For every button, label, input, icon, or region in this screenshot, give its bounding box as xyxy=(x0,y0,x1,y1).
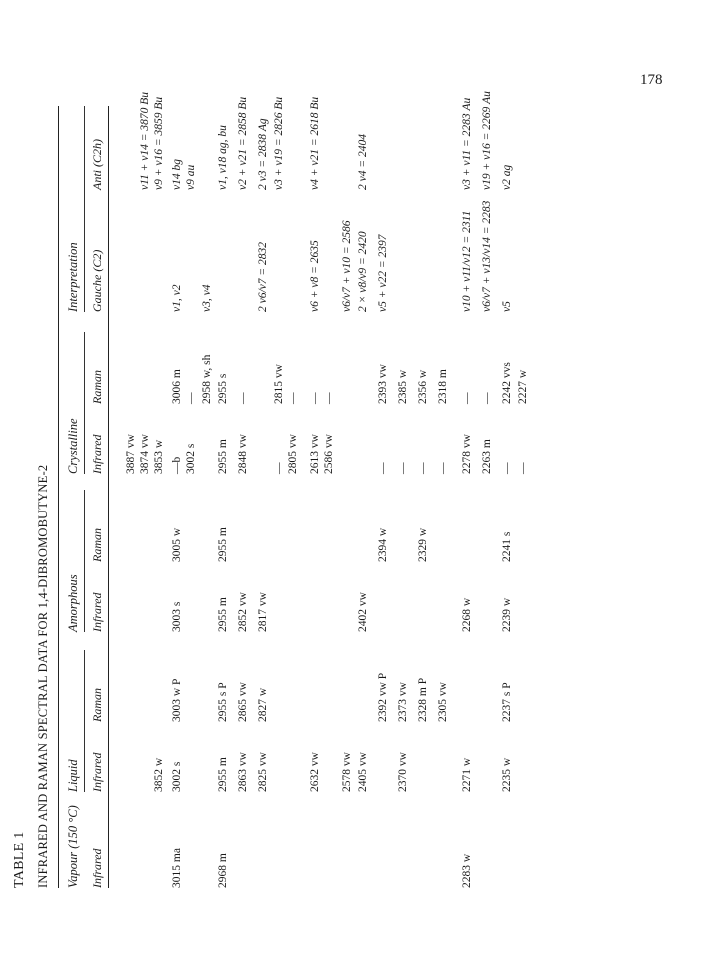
cell-liquid-raman: 2328 m P xyxy=(417,677,429,722)
cell-crystalline-raman: — xyxy=(237,392,249,404)
cell-amorphous-infrared: 2268 w xyxy=(461,597,473,632)
header-liquid-infrared: Infrared xyxy=(90,752,104,792)
cell-crystalline-raman: — xyxy=(461,392,473,404)
table-title: INFRARED AND RAMAN SPECTRAL DATA FOR 1,4-DIBROMOBUTYNE-2 xyxy=(36,464,50,888)
cell-crystalline-raman: 2955 s xyxy=(217,373,229,404)
cell-amorphous-raman: 2955 m xyxy=(217,527,229,562)
cell-gauche: 2 × ν8/ν9 = 2420 xyxy=(357,231,369,312)
cell-anti: ν3 + ν11 = 2283 Au xyxy=(461,97,473,190)
cell-anti: ν2 + ν21 = 2858 Bu xyxy=(237,96,249,190)
rule-header xyxy=(108,106,109,888)
cell-crystalline-raman: 2356 w xyxy=(417,369,429,404)
cell-crystalline-raman: — xyxy=(323,392,335,404)
cell-crystalline-raman: 2815 vw xyxy=(273,364,285,404)
cell-crystalline-infrared: — xyxy=(501,462,513,474)
cell-liquid-infrared: 2370 vw xyxy=(397,752,409,792)
cell-liquid-raman: 2305 vw xyxy=(437,682,449,722)
header-amorphous: Amorphous xyxy=(66,574,80,632)
cell-gauche: ν6 + ν8 = 2635 xyxy=(309,240,321,312)
cell-vapour-infrared: 3015 ma xyxy=(171,848,183,888)
header-vapour: Vapour (150 °C) xyxy=(66,805,80,888)
cell-liquid-raman: 2827 w xyxy=(257,687,269,722)
cell-liquid-infrared: 2825 vw xyxy=(257,752,269,792)
cell-crystalline-raman: 2393 vw xyxy=(377,364,389,404)
cell-crystalline-raman: — xyxy=(185,392,197,404)
cell-crystalline-infrared: —b xyxy=(171,456,183,474)
cell-gauche: 2 ν6/ν7 = 2832 xyxy=(257,241,269,312)
cell-crystalline-infrared: — xyxy=(417,462,429,474)
cell-liquid-raman: 2865 vw xyxy=(237,682,249,722)
cell-gauche: ν3, ν4 xyxy=(201,284,213,312)
cell-anti: 2 ν3 = 2838 Ag xyxy=(257,118,269,190)
cell-vapour-infrared: 2968 m xyxy=(217,853,229,888)
cell-anti: ν3 + ν19 = 2826 Bu xyxy=(273,96,285,190)
cell-amorphous-infrared: 2852 vw xyxy=(237,592,249,632)
cell-crystalline-infrared: 2613 vw xyxy=(309,434,321,474)
cell-amorphous-infrared: 3003 s xyxy=(171,601,183,632)
cell-amorphous-infrared: 2402 vw xyxy=(357,592,369,632)
cell-amorphous-infrared: 2817 vw xyxy=(257,592,269,632)
cell-liquid-infrared: 2955 m xyxy=(217,757,229,792)
cell-amorphous-raman: 2329 w xyxy=(417,527,429,562)
cell-liquid-infrared: 2405 vw xyxy=(357,752,369,792)
cell-crystalline-raman: 2242 vvs xyxy=(501,362,513,404)
page-number: 178 xyxy=(640,72,663,88)
cell-crystalline-infrared: 2848 vw xyxy=(237,434,249,474)
header-crystalline-infrared: Infrared xyxy=(90,434,104,474)
cell-gauche: ν1, ν2 xyxy=(171,284,183,312)
header-crystalline: Crystalline xyxy=(66,418,80,474)
cell-gauche: ν5 xyxy=(501,301,513,312)
cell-liquid-raman: 2373 vw xyxy=(397,682,409,722)
underline-crystalline xyxy=(84,332,85,474)
header-liquid-raman: Raman xyxy=(90,688,104,722)
cell-anti: ν9 au xyxy=(185,164,197,190)
cell-crystalline-raman: 2318 m xyxy=(437,369,449,404)
cell-anti: ν19 + ν16 = 2269 Au xyxy=(481,91,493,190)
cell-vapour-infrared: 2283 w xyxy=(461,853,473,888)
cell-liquid-infrared: 2235 w xyxy=(501,757,513,792)
cell-crystalline-infrared: — xyxy=(273,462,285,474)
cell-crystalline-raman: 2385 w xyxy=(397,369,409,404)
cell-crystalline-raman: — xyxy=(481,392,493,404)
cell-crystalline-raman: 3006 m xyxy=(171,369,183,404)
cell-gauche: ν5 + ν22 = 2397 xyxy=(377,234,389,312)
cell-amorphous-raman: 2241 s xyxy=(501,531,513,562)
cell-liquid-infrared: 2863 vw xyxy=(237,752,249,792)
cell-crystalline-infrared: 3002 s xyxy=(185,443,197,474)
cell-crystalline-infrared: 2278 vw xyxy=(461,434,473,474)
header-gauche: Gauche (C2) xyxy=(90,249,104,312)
header-anti: Anti (C2h) xyxy=(90,139,104,190)
cell-liquid-infrared: 2578 vw xyxy=(341,752,353,792)
cell-liquid-raman: 2955 s P xyxy=(217,682,229,722)
header-vapour-infrared: Infrared xyxy=(90,848,104,888)
cell-crystalline-infrared: 3853 w xyxy=(153,439,165,474)
cell-liquid-raman: 2392 vw P xyxy=(377,672,389,722)
cell-amorphous-infrared: 2239 w xyxy=(501,597,513,632)
table-label: TABLE 1 xyxy=(12,831,27,888)
cell-crystalline-raman: 2227 w xyxy=(517,369,529,404)
cell-crystalline-infrared: 2263 m xyxy=(481,439,493,474)
cell-liquid-infrared: 2271 w xyxy=(461,757,473,792)
cell-anti: ν2 ag xyxy=(501,164,513,190)
header-crystalline-raman: Raman xyxy=(90,370,104,404)
underline-amorphous xyxy=(84,490,85,632)
header-liquid: Liquid xyxy=(66,759,80,792)
cell-crystalline-raman: — xyxy=(287,392,299,404)
cell-crystalline-infrared: 2586 vw xyxy=(323,434,335,474)
cell-crystalline-raman: — xyxy=(309,392,321,404)
cell-amorphous-raman: 3005 w xyxy=(171,527,183,562)
rule-top xyxy=(58,106,59,888)
header-amorphous-raman: Raman xyxy=(90,528,104,562)
cell-anti: ν1, ν18 ag, bu xyxy=(217,125,229,190)
cell-anti: ν14 bg xyxy=(171,159,183,190)
cell-liquid-infrared: 2632 vw xyxy=(309,752,321,792)
cell-liquid-raman: 2237 s P xyxy=(501,682,513,722)
cell-amorphous-infrared: 2955 m xyxy=(217,597,229,632)
header-amorphous-infrared: Infrared xyxy=(90,592,104,632)
cell-liquid-raman: 3003 w P xyxy=(171,678,183,722)
cell-crystalline-infrared: — xyxy=(437,462,449,474)
cell-crystalline-infrared: 3874 vw xyxy=(139,434,151,474)
cell-crystalline-infrared: — xyxy=(377,462,389,474)
underline-interpretation xyxy=(84,106,85,312)
cell-crystalline-infrared: 3887 vw xyxy=(125,434,137,474)
cell-gauche: ν6/ν7 + ν13/ν14 = 2283 xyxy=(481,200,493,312)
cell-anti: 2 ν4 = 2404 xyxy=(357,134,369,190)
cell-crystalline-raman: 2958 w, sh xyxy=(201,354,213,404)
cell-anti: ν11 + ν14 = 3870 Bu xyxy=(139,91,151,190)
cell-crystalline-infrared: — xyxy=(397,462,409,474)
cell-amorphous-raman: 2394 w xyxy=(377,527,389,562)
cell-liquid-infrared: 3852 w xyxy=(153,757,165,792)
cell-crystalline-infrared: 2955 m xyxy=(217,439,229,474)
header-interpretation: Interpretation xyxy=(66,242,80,312)
cell-gauche: ν10 + ν11/ν12 = 2311 xyxy=(461,210,473,312)
underline-liquid xyxy=(84,650,85,792)
cell-crystalline-infrared: — xyxy=(517,462,529,474)
cell-liquid-infrared: 3002 s xyxy=(171,761,183,792)
cell-crystalline-infrared: 2805 vw xyxy=(287,434,299,474)
cell-anti: ν9 + ν16 = 3859 Bu xyxy=(153,96,165,190)
cell-gauche: ν6/ν7 + ν10 = 2586 xyxy=(341,220,353,312)
cell-anti: ν4 + ν21 = 2618 Bu xyxy=(309,96,321,190)
